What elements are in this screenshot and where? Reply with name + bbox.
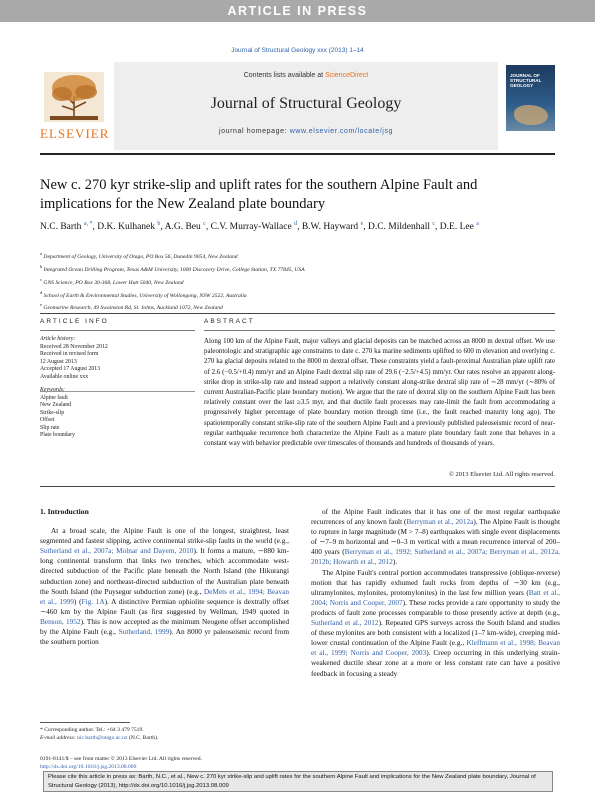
body-column-right — [311, 507, 560, 679]
info-top-divider — [40, 313, 555, 314]
affiliation-mark: d — [40, 289, 43, 295]
history-line: Available online xxx — [40, 373, 89, 380]
abstract-label: ABSTRACT — [204, 318, 255, 325]
reference-link[interactable]: Fig. 1A — [81, 596, 105, 606]
email-suffix: (N.C. Barth). — [127, 735, 159, 742]
author-affiliation-mark[interactable]: c — [203, 221, 206, 227]
abstract-label-divider — [204, 330, 555, 331]
author-name[interactable]: B.W. Hayward $^e$ — [301, 221, 364, 233]
banner-text: ARTICLE IN PRESS — [227, 4, 368, 18]
keywords-heading: Keywords: — [40, 387, 65, 393]
section-heading-introduction: 1. Introduction — [40, 507, 89, 516]
author-affiliation-mark[interactable]: a, * — [83, 221, 93, 227]
article-info-label: ARTICLE INFO — [40, 318, 109, 325]
history-heading: Article history: — [40, 336, 76, 342]
author-name[interactable]: D.K. Kulhanek $^b$ — [97, 221, 161, 233]
issn-line: 0191-8141/$ – see front matter © 2013 Elsevier Ltd. All rights reserved. — [40, 756, 202, 762]
author-name[interactable]: A.G. Beu $^c$ — [164, 221, 206, 233]
body-paragraph: of the Alpine Fault indicates that it has one of the most regular earthquake recurrences of any known fault (Berryman et al., 2012a). The Alpine Fault is thought to rupture in large magnitude (M > 7–8) earthquakes with single event displacements of ∼7–9 m horizontal and ∼0–3 m vertical with a mean recurrence interval of 200–400 years (Berryman et al., 1992; Sutherland et al., 2007a; Berryman et al., 2012a, 2012b; Howarth et al., 2012). — [311, 507, 561, 567]
author-affiliation-mark[interactable]: d — [294, 221, 298, 227]
keyword: Plate boundary — [40, 432, 75, 438]
affiliation-line: $^b$ Integrated Ocean Drilling Program, Texas A&M University, 1000 Discovery Drive, College Station, TX 77845, USA — [40, 263, 305, 273]
keyword: Slip rate — [40, 424, 60, 431]
sciencedirect-link[interactable]: ScienceDirect — [325, 72, 369, 79]
journal-masthead — [114, 62, 498, 150]
author-affiliation-mark[interactable]: a — [476, 221, 479, 227]
author-affiliation-mark[interactable]: e — [360, 221, 364, 227]
keyword: Strike-slip — [40, 409, 65, 416]
contents-available-line — [114, 72, 498, 79]
cover-photo-rock — [514, 105, 548, 125]
affiliation-line: $^d$ School of Earth & Environmental Studies, University of Wollongong, NSW 2522, Australia — [40, 289, 247, 299]
history-keywords-divider — [40, 391, 195, 392]
footnote-rule — [40, 722, 130, 723]
right-paragraphs — [311, 507, 560, 679]
elsevier-wordmark: ELSEVIER — [40, 126, 110, 141]
reference-link[interactable]: DeMets et al., 1994; Beavan et al., 1999 — [40, 586, 289, 606]
author-name[interactable]: N.C. Barth $^{a, *}$ — [40, 221, 93, 233]
reference-link[interactable]: Berryman et al., 1992; Sutherland et al., 2007a; Berryman et al., 2012a, 2012b; Howarth et al., 2012 — [311, 547, 561, 567]
abstract-copyright: © 2013 Elsevier Ltd. All rights reserved. — [448, 471, 555, 478]
history-line: Received 28 November 2012 — [40, 343, 108, 350]
left-paragraphs — [40, 526, 289, 647]
contents-prefix: Contents lists available at — [243, 72, 326, 79]
issn-block — [40, 755, 340, 771]
email-line — [40, 734, 300, 742]
journal-cover-image — [506, 65, 555, 131]
cover-journal-name: JOURNAL OF STRUCTURAL GEOLOGY — [510, 73, 542, 89]
keyword: Alpine fault — [40, 394, 68, 401]
body-paragraph: The Alpine Fault's central portion accommodates transpressive (oblique-reverse) motion that has rapidly exhumed fault rocks from depths of ∼30 km (e.g., ultramylonites, mylonites, protomylonites) in the last few million years (Batt et al., 2004; Norris and Cooper, 2007). These rocks provide a rare opportunity to study the products of fault zone processes comparable to those presently active at depth (e.g., Sutherland et al., 2012). Repeated GPS surveys across the South Island and studies of these mylonites are both consistent with a localized (1–7 km-wide), creeping mid-lower crustal continuation of the Alpine Fault (e.g., Kleffmann et al., 1998; Beavan et al., 1999; Norris and Cooper, 2003). Creep occurring in this underlying strain-weakened ductile shear zone at a more or less constant rate can have a positive feedback in focusing a steady — [311, 567, 560, 678]
journal-citation-line[interactable]: Journal of Structural Geology xxx (2013) 1–14 — [231, 47, 364, 54]
affiliation-mark: a — [40, 251, 42, 256]
info-label-divider — [40, 330, 195, 331]
author-name[interactable]: D.C. Mildenhall $^c$ — [367, 221, 436, 233]
journal-header — [40, 62, 555, 150]
history-line: Received in revised form — [40, 351, 99, 357]
reference-link[interactable]: Benson, 1952 — [40, 616, 81, 626]
doi-link[interactable]: http://dx.doi.org/10.1016/j.jsg.2013.08.009 — [40, 764, 137, 771]
article-title: New c. 270 kyr strike-slip and uplift rates for the southern Alpine Fault and implications for the New Zealand plate boundary — [40, 177, 478, 212]
affiliation-mark: c — [40, 276, 42, 282]
body-paragraph: At a broad scale, the Alpine Fault is one of the longest, straightest, least segmented and fastest slipping, active continental strike-slip faults in the world (e.g., Sutherland et al., 2007a; Molnar and Dayem, 2010). It forms a mature, ∼880 km-long continental transform that links two trenches, which accommodate west-directed subduction of the Pacific plate beneath the North Island (the Hikurangi subduction zone) and northeast-directed subduction of the Australian plate beneath the South Island (the Puysegur subduction zone) (e.g., DeMets et al., 1994; Beavan et al., 1999) (Fig. 1A). A distinctive Permian ophiolite sequence is dextrally offset ∼460 km by the Alpine Fault (as first suggested by Wellman, 1949 quoted in Benson, 1952). This is now accepted as the minimum Neogene offset accomplished by the Alpine Fault (e.g., Sutherland, 1999). An 8000 yr paleoseismic record from the southern portion — [40, 526, 289, 647]
article-in-press-banner — [0, 0, 595, 22]
cite-this-article-box: Please cite this article in press as: Barth, N.C., et al., New c. 270 kyr strike-slip and uplift rates for the southern Alpine Fault and implications for the New Zealand plate boundary, Journal of Structural Geology (2013), http://dx.doi.org/10.1016/j.jsg.2013.08.009 — [43, 771, 553, 792]
affiliation-line: $^a$ Department of Geology, University of Otago, PO Box 56, Dunedin 9054, New Zealand — [40, 251, 238, 260]
corresponding-author-note: * Corresponding author. Tel.: +64 3 479 7519. — [40, 727, 144, 733]
history-line: Accepted 17 August 2013 — [40, 366, 101, 372]
reference-link[interactable]: Sutherland et al., 2012 — [311, 618, 379, 628]
author-name[interactable]: D.E. Lee $^a$ — [439, 221, 479, 233]
author-affiliation-mark[interactable]: b — [157, 221, 161, 227]
history-line: 12 August 2013 — [40, 358, 77, 365]
author-affiliation-mark[interactable]: c — [432, 221, 436, 227]
abstract-text: Along 100 km of the Alpine Fault, major valleys and glacial deposits can be matched across an 8000 m dextral offset. We use paleontologic and stratigraphic age constraints to date c. 270 ka marine sediments uplifted to 600 m elevation and overlying c. 270 ka glacial deposits related to the 8000 m dextral offset. These constraints yield a fault-proximal Australian plate uplift rate of 2.6 (−0.5/+0.4) mm/yr and an Alpine Fault dextral slip rate of 29.6 (−2.5/+4.5) mm/yr. Our rates resolve an apparent along-strike drop in strike-slip rate and instead support a relatively constant along-strike dextral slip rate of ∼28 mm/yr (∼80% of current Australian-Pacific plate boundary motion). We argue that the rate of dextral slip on the southern Alpine Fault has been relatively constant over the last ≥3.5 myr, and that ductile fault processes may rate-limit the fault from accommodating a progressively higher percentage of plate boundary motion through time (i.e., the fault reached maturity long ago). The spatiotemporally constant strike-slip rate of the southern Alpine Fault and a previously published paleoseismic record of near-regular earthquake recurrence both characterize the Alpine Fault as a mature plate boundary fault zone that behaves in a constant way with behavior predictable over timescales of thousands and hundreds of thousands of years. — [204, 338, 555, 448]
email-link[interactable]: nic.barth@otago.ac.nz — [77, 735, 128, 742]
journal-title: Journal of Structural Geology — [210, 95, 402, 112]
homepage-link[interactable]: www.elsevier.com/locate/jsg — [289, 128, 394, 135]
homepage-prefix: journal homepage: — [218, 128, 290, 135]
header-divider — [40, 153, 555, 155]
affiliation-mark: e — [40, 302, 42, 308]
article-info — [40, 336, 195, 440]
author-list: N.C. Barth $^{a, *}$, D.K. Kulhanek $^b$, A.G. Beu $^c$, C.V. Murray-Wallace $^d$, B.W. Hayward $^e$, D.C. Mildenhall $^c$, D.E. Lee $^a$ — [40, 221, 479, 233]
reference-link[interactable]: Sutherland et al., 2007a; Molnar and Dayem, 2010 — [40, 546, 194, 556]
affiliation-line: $^e$ Geomarine Research, 49 Swainston Rd, St. Johns, Auckland 1072, New Zealand — [40, 302, 223, 312]
reference-link[interactable]: Berryman et al., 2012a — [406, 517, 474, 527]
reference-link[interactable]: Sutherland, 1999 — [118, 627, 170, 637]
elsevier-tree-icon — [40, 70, 108, 126]
affiliation-list — [40, 249, 550, 313]
elsevier-logo — [40, 70, 108, 142]
keyword: New Zealand — [40, 402, 72, 408]
keyword: Offset — [40, 417, 55, 423]
affiliation-line: $^c$ GNS Science, PO Box 30-368, Lower Hutt 5040, New Zealand — [40, 276, 184, 286]
author-name[interactable]: C.V. Murray-Wallace $^d$ — [210, 221, 298, 233]
reference-link[interactable]: Batt et al., 2004; Norris and Cooper, 2007 — [311, 587, 560, 607]
journal-homepage-line — [114, 128, 498, 135]
reference-link[interactable]: Kleffmann et al., 1998; Beavan et al., 1999; Norris and Cooper, 2003 — [311, 638, 560, 658]
affiliation-mark: b — [40, 263, 43, 269]
body-column-left — [40, 507, 289, 647]
footnote — [40, 726, 300, 742]
email-label: E-mail address: — [40, 735, 78, 742]
abstract-bottom-divider — [40, 486, 555, 487]
